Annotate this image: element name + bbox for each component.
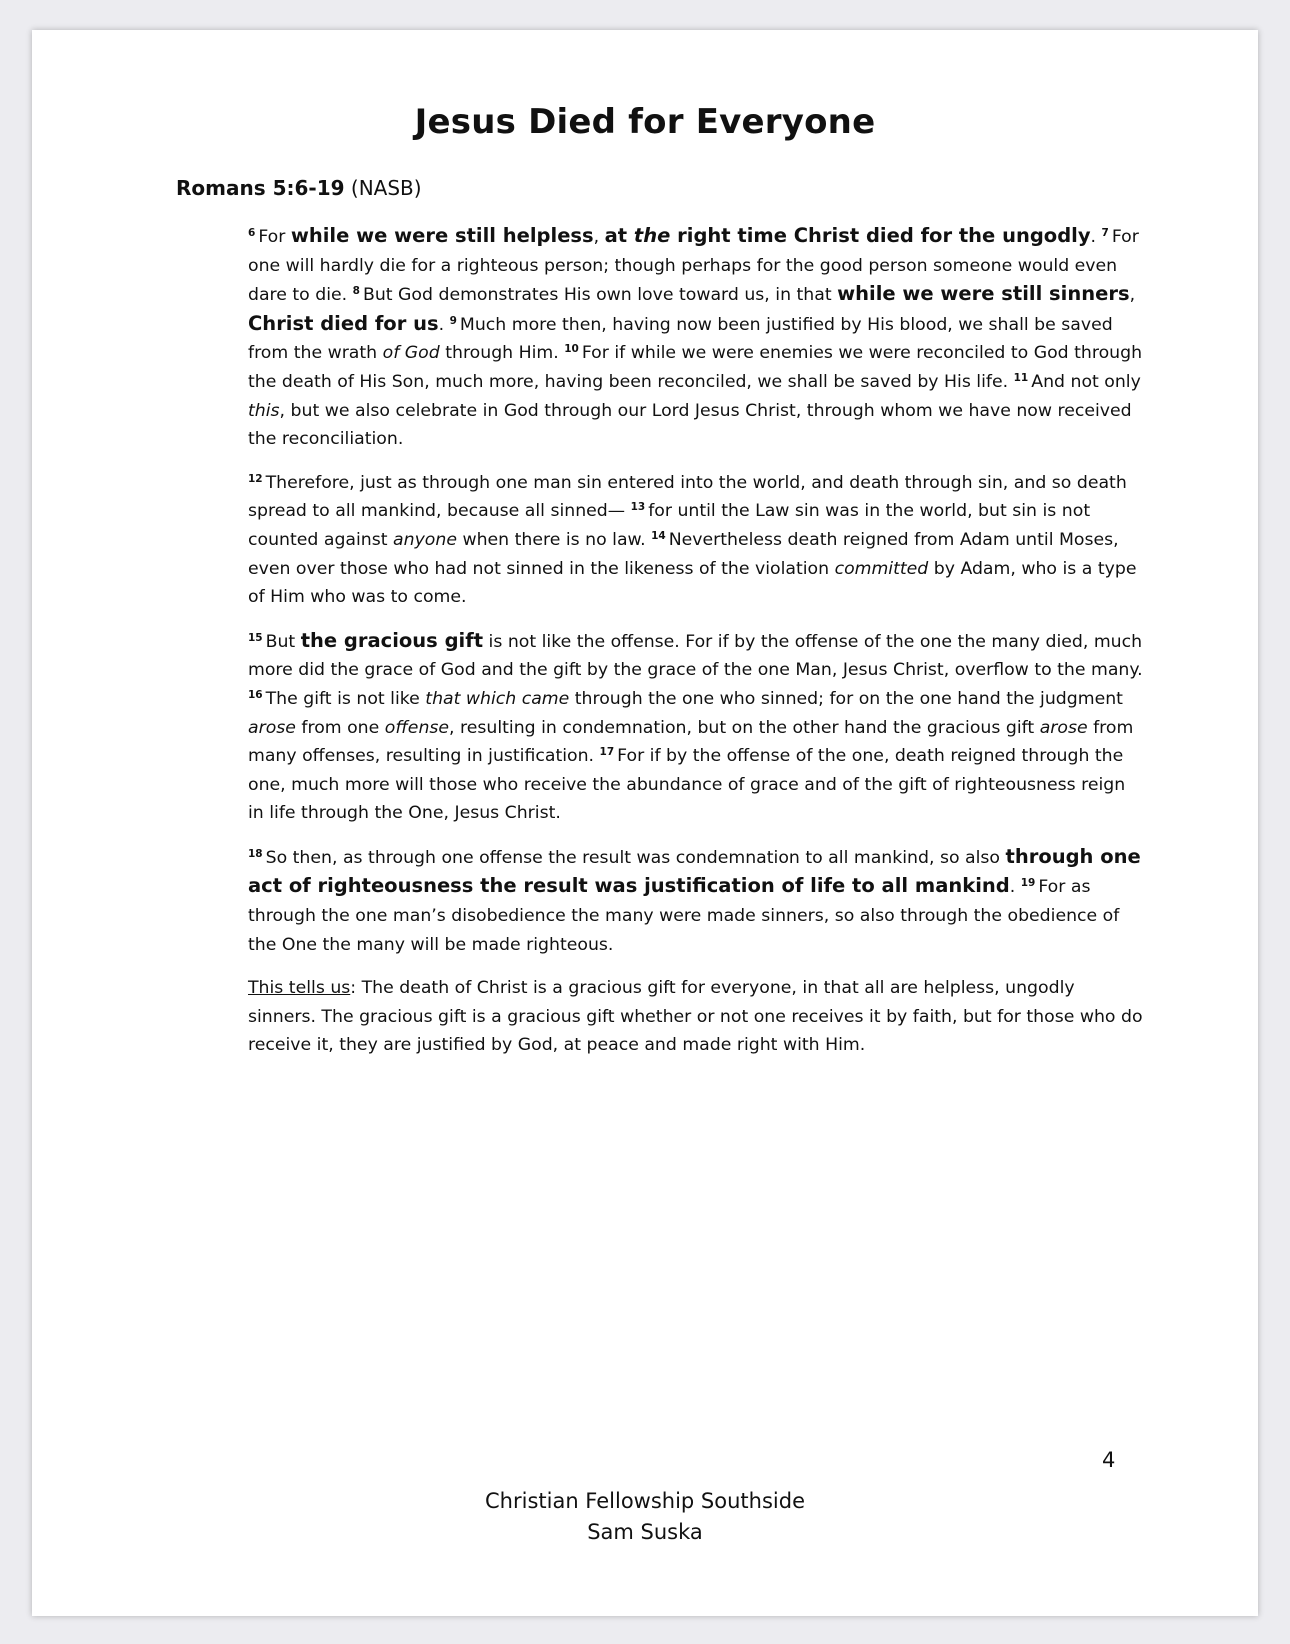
verse-text: Much more then, having now been justified by His blood, we shall be saved from the wrath	[248, 314, 1113, 364]
verse-text: through the one who sinned; for on the one hand the judgment	[569, 688, 1123, 709]
footer-organization: Christian Fellowship Southside	[485, 1489, 805, 1513]
verse-number: 10	[564, 343, 579, 356]
verse-number: 7	[1101, 227, 1109, 239]
page-number: 4	[1102, 1448, 1116, 1472]
verse-text: For if by the offense of the one, death reigned through the one, much more will those who receive the abundance of grace and of the gift of righteousness reign in life through the One, Jesus Christ.	[248, 746, 1126, 824]
verse-text: .	[438, 314, 450, 335]
emphasis-text: at	[604, 224, 634, 247]
verse-text: .	[1090, 227, 1102, 247]
italic-text: of God	[382, 343, 440, 364]
verse-text: , resulting in condemnation, but on the other hand the gracious gift	[449, 717, 1040, 738]
italic-text: offense	[384, 717, 450, 738]
verse-number: 17	[599, 746, 615, 759]
note-paragraph	[248, 974, 1144, 1060]
verse-text: For	[258, 227, 291, 247]
verse-text: from many offenses, resulting in justification.	[248, 717, 1134, 767]
italic-text: anyone	[393, 529, 457, 550]
italic-text: arose	[248, 717, 296, 738]
note-text: : The death of Christ is a gracious gift for everyone, in that all are helpless, ungodly sinners. The gracious gift is a gracious gift whether or not one receives it by faith, but for those who do receive it, they are justified by God, at peace and made right with Him.	[248, 978, 1143, 1056]
verse-number: 13	[630, 501, 646, 514]
emphasis-text: the gracious gift	[300, 628, 484, 652]
verse-number: 14	[651, 529, 666, 542]
scripture-paragraph	[248, 469, 1144, 612]
emphasis-text: through one act of righteousness the result was justification of life to all mankind	[248, 844, 1141, 898]
verse-text: ,	[1129, 285, 1136, 306]
scripture-paragraph	[248, 222, 1144, 454]
italic-text: committed	[834, 558, 929, 579]
verse-text: But God demonstrates His own love toward us, in that	[362, 285, 838, 306]
emphasis-italic-text: the	[633, 224, 671, 247]
scripture-body	[248, 222, 1144, 1075]
verse-number: 11	[1013, 371, 1029, 384]
footer-author: Sam Suska	[587, 1520, 703, 1544]
verse-text: For as through the one man’s disobedience the many were made sinners, so also through the obedience of the One the many will be made righteous.	[248, 877, 1120, 955]
verse-number: 8	[352, 285, 360, 298]
verse-text: But	[265, 631, 301, 652]
verse-text: For one will hardly die for a righteous person; though perhaps for the good person someone would even dare to die.	[248, 227, 1139, 306]
verse-text: The gift is not like	[265, 688, 426, 709]
verse-number: 16	[248, 688, 263, 701]
italic-text: arose	[1039, 717, 1088, 738]
verse-text: ,	[593, 227, 605, 247]
emphasis-text: Christ died for us	[248, 311, 439, 335]
passage-reference-name: Romans 5:6-19	[176, 176, 345, 200]
verse-text: when there is no law.	[456, 529, 652, 550]
verse-text: And not only	[1031, 371, 1141, 392]
verse-number: 18	[248, 847, 263, 860]
verse-text: Nevertheless death reigned from Adam until Moses, even over those who had not sinned in the likeness of the violation	[248, 529, 1119, 579]
verse-text: from one	[295, 717, 385, 738]
verse-text: .	[1009, 877, 1021, 898]
scripture-paragraph	[248, 843, 1144, 959]
verse-text: through Him.	[439, 343, 565, 364]
emphasis-text: right time Christ died for the ungodly	[670, 224, 1091, 247]
verse-text: by Adam, who is a type of Him who was to come.	[248, 558, 1137, 608]
verse-text: So then, as through one offense the result was condemnation to all mankind, so also	[265, 847, 1006, 868]
emphasis-text: while we were still helpless	[290, 224, 594, 247]
scripture-paragraph	[248, 627, 1144, 828]
note-label: This tells us	[248, 978, 351, 999]
emphasis-text: while we were still sinners	[837, 282, 1130, 306]
verse-text: , but we also celebrate in God through our Lord Jesus Christ, through whom we have now received the reconciliation.	[248, 400, 1132, 450]
verse-number: 9	[449, 314, 457, 327]
verse-text: Therefore, just as through one man sin entered into the world, and death through sin, and so death spread to all mankind, because all sinned—	[248, 472, 1127, 522]
footer	[32, 1486, 1258, 1548]
verse-text: For if while we were enemies we were reconciled to God through the death of His Son, much more, having been reconciled, we shall be saved by His life.	[248, 343, 1143, 392]
italic-text: that which came	[425, 688, 570, 709]
verse-number: 12	[248, 472, 263, 485]
verse-number: 19	[1020, 877, 1036, 890]
verse-text: is not like the offense. For if by the offense of the one the many died, much more did the grace of God and the gift by the grace of the one Man, Jesus Christ, overflow to the many.	[248, 631, 1143, 681]
passage-reference	[176, 176, 422, 200]
verse-number: 6	[248, 227, 256, 239]
verse-number: 15	[248, 631, 263, 644]
document-page	[32, 30, 1258, 1616]
italic-text: this	[248, 400, 280, 421]
page-title: Jesus Died for Everyone	[414, 102, 876, 142]
passage-version: (NASB)	[350, 176, 422, 200]
verse-text: for until the Law sin was in the world, but sin is not counted against	[248, 501, 1091, 550]
